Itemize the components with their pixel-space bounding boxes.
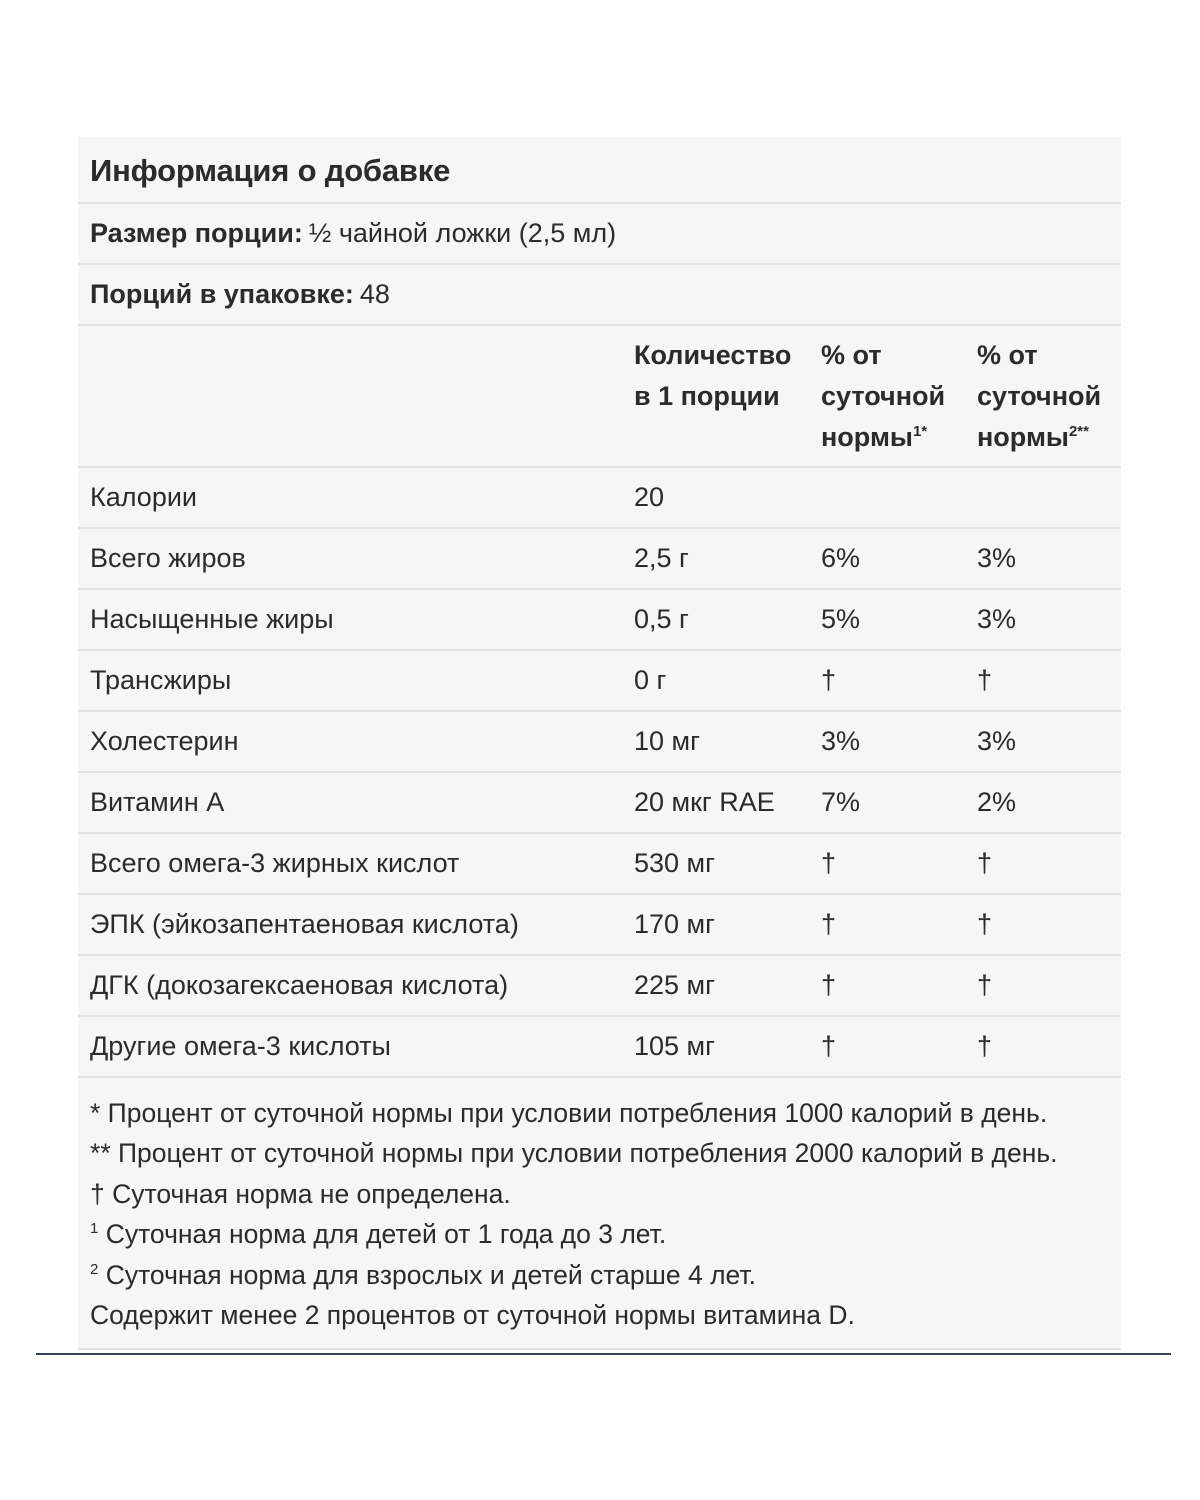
nutrient-amount: 20 мкг RAE — [634, 787, 775, 817]
footnote-adults-mark: 2 — [90, 1260, 99, 1278]
nutrient-dv2: † — [977, 1031, 993, 1061]
footnote-vitamin-d: Содержит менее 2 процентов от суточной нормы витамина D. — [90, 1300, 855, 1331]
table-row — [78, 468, 1121, 529]
nutrient-amount: 20 — [634, 482, 665, 512]
nutrient-dv2: † — [977, 909, 993, 939]
servings-per-container-value: 48 — [359, 279, 390, 309]
nutrient-name: Всего жиров — [90, 543, 246, 573]
table-row — [78, 529, 1121, 590]
nutrient-name: Всего омега-3 жирных кислот — [90, 848, 460, 878]
servings-per-container-row — [78, 265, 1121, 326]
header-dv1-line3 — [821, 417, 965, 458]
table-row — [78, 590, 1121, 651]
nutrient-dv1: † — [821, 970, 837, 1000]
header-dv1-line1: % от — [821, 340, 882, 370]
nutrient-name: Витамин А — [90, 787, 225, 817]
footnote-adults-text: Суточная норма для взрослых и детей старше 4 лет. — [98, 1259, 756, 1290]
nutrient-dv1: † — [821, 909, 837, 939]
nutrient-dv2: † — [977, 970, 993, 1000]
nutrient-name: Трансжиры — [90, 665, 232, 695]
nutrient-dv1: 5% — [821, 604, 861, 634]
header-dv2-line2: суточной — [977, 381, 1102, 411]
nutrient-dv2: 3% — [977, 726, 1017, 756]
nutrient-dv1: 7% — [821, 787, 861, 817]
header-dv1-mark: 1* — [912, 423, 928, 440]
table-row — [78, 651, 1121, 712]
nutrient-dv1: † — [821, 1031, 837, 1061]
footnote-children — [90, 1214, 1109, 1254]
header-amount — [622, 335, 809, 417]
nutrient-dv2: 2% — [977, 787, 1017, 817]
footnotes — [78, 1078, 1121, 1350]
nutrient-dv2: † — [977, 848, 993, 878]
nutrient-name: Калории — [90, 482, 197, 512]
nutrient-name: Другие омега-3 кислоты — [90, 1031, 391, 1061]
nutrient-name: Насыщенные жиры — [90, 604, 334, 634]
footnote-1000-calories: * Процент от суточной нормы при условии потребления 1000 калорий в день. — [90, 1098, 1048, 1128]
serving-size-row — [78, 204, 1121, 265]
footnote-2000-calories: ** Процент от суточной нормы при условии потребления 2000 калорий в день. — [90, 1138, 1058, 1169]
serving-size-label: Размер порции: — [90, 218, 303, 248]
nutrient-amount: 10 мг — [634, 726, 700, 756]
servings-per-container-label: Порций в упаковке: — [90, 279, 354, 309]
nutrient-name: Холестерин — [90, 726, 239, 756]
nutrient-amount: 2,5 г — [634, 543, 689, 573]
table-row — [78, 895, 1121, 956]
nutrient-dv2: 3% — [977, 543, 1017, 573]
nutrient-amount: 170 мг — [634, 909, 715, 939]
nutrient-amount: 0 г — [634, 665, 667, 695]
nutrient-dv1: † — [821, 848, 837, 878]
footnote-children-mark: 1 — [90, 1220, 99, 1238]
nutrient-amount: 0,5 г — [634, 604, 689, 634]
nutrient-name: ЭПК (эйкозапентаеновая кислота) — [90, 909, 519, 939]
header-dv2-text: нормы — [977, 422, 1069, 452]
header-dv2-mark: 2** — [1068, 423, 1089, 440]
header-dv2 — [965, 335, 1121, 458]
nutrient-amount: 225 мг — [634, 970, 715, 1000]
nutrient-amount: 530 мг — [634, 848, 715, 878]
bottom-divider — [36, 1353, 1171, 1355]
nutrient-dv2: 3% — [977, 604, 1017, 634]
nutrient-dv1: 6% — [821, 543, 861, 573]
nutrient-amount: 105 мг — [634, 1031, 715, 1061]
table-row — [78, 773, 1121, 834]
table-row — [78, 712, 1121, 773]
table-row — [78, 1017, 1121, 1078]
header-dv2-line1: % от — [977, 340, 1038, 370]
header-amount-line1: Количество — [634, 340, 792, 370]
header-dv1-text: нормы — [821, 422, 913, 452]
table-title: Информация о добавке — [78, 137, 1121, 204]
nutrient-dv1: † — [821, 665, 837, 695]
nutrient-name: ДГК (докозагексаеновая кислота) — [90, 970, 509, 1000]
table-header-row — [78, 326, 1121, 468]
header-amount-line2: в 1 порции — [634, 381, 780, 411]
serving-size-value: ½ чайной ложки (2,5 мл) — [308, 218, 617, 248]
header-dv1 — [809, 335, 965, 458]
nutrient-dv2: † — [977, 665, 993, 695]
table-row — [78, 956, 1121, 1017]
table-row — [78, 834, 1121, 895]
header-dv2-line3 — [977, 417, 1121, 458]
supplement-facts-table — [78, 137, 1121, 1350]
header-dv1-line2: суточной — [821, 381, 946, 411]
footnote-children-text: Суточная норма для детей от 1 года до 3 лет. — [98, 1219, 667, 1250]
nutrient-dv1: 3% — [821, 726, 861, 756]
footnote-adults — [90, 1255, 1109, 1295]
footnote-dagger: † Суточная норма не определена. — [90, 1178, 511, 1209]
